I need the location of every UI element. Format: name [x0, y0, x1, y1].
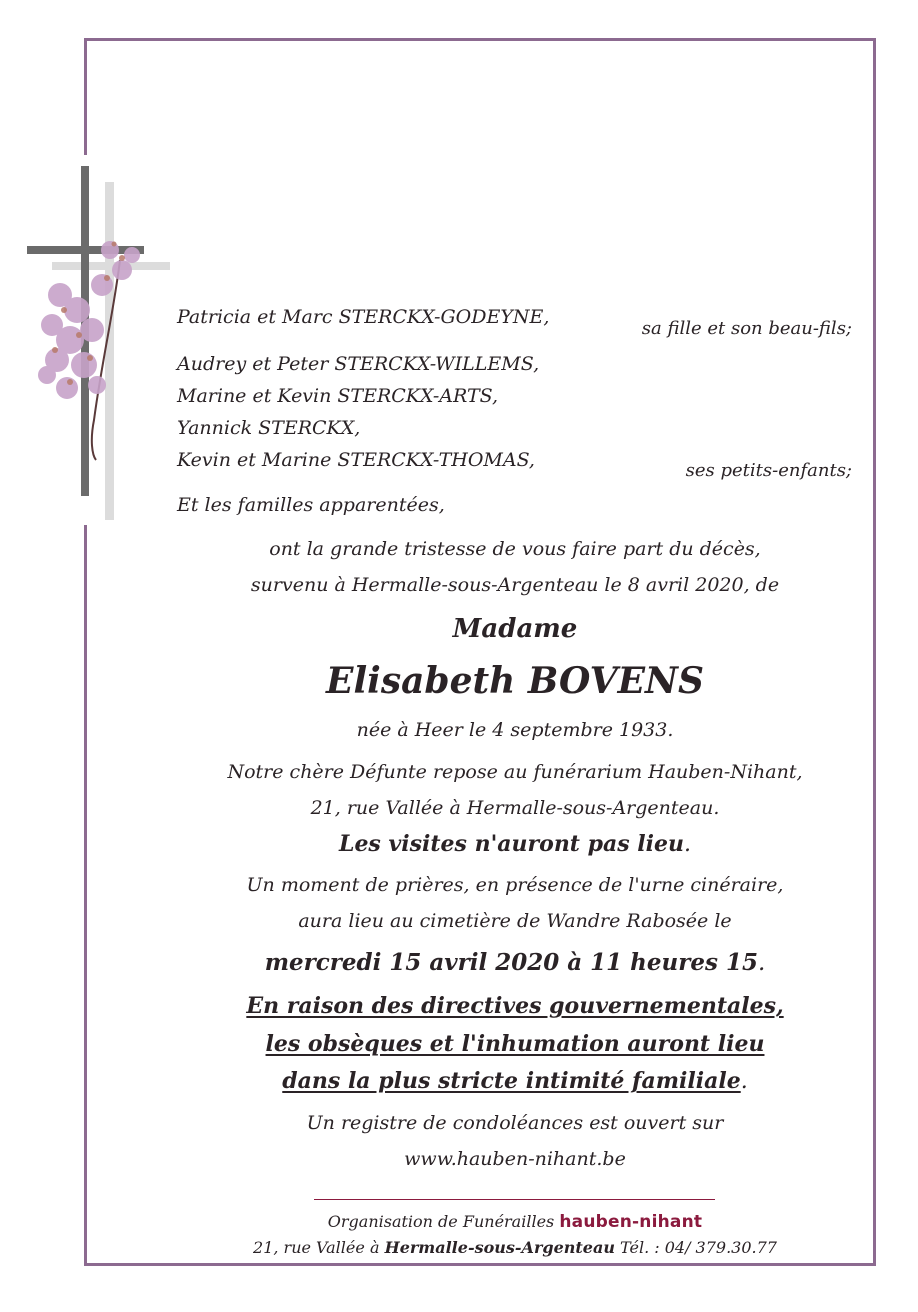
directive-line-1: En raison des directives gouvernementales, [246, 993, 784, 1019]
rest-line-2: 21, rue Vallée à Hermalle-sous-Argenteau. [310, 797, 720, 819]
child-names: Patricia et Marc STERCKX-GODEYNE, [177, 306, 550, 328]
birth-info: née à Heer le 4 septembre 1933. [356, 719, 674, 741]
register-url[interactable]: www.hauben-nihant.be [404, 1148, 626, 1170]
cross-with-flowers-icon [22, 160, 182, 530]
footer-divider [314, 1199, 715, 1200]
deceased-name: Elisabeth BOVENS [326, 660, 704, 702]
announcement-line-1: ont la grande tristesse de vous faire part du décès, [269, 538, 761, 560]
rest-line-1: Notre chère Défunte repose au funérarium Hauben-Nihant, [227, 761, 803, 783]
brand-logo: hauben-nihant [559, 1212, 703, 1232]
grandchild-item: Audrey et Peter STERCKX-WILLEMS, [177, 353, 540, 375]
directive-line-3: dans la plus stricte intimité familiale. [282, 1068, 748, 1094]
footer-organisation: Organisation de Funérailles hauben-nihant [327, 1212, 703, 1232]
ceremony-datetime: mercredi 15 avril 2020 à 11 heures 15. [264, 949, 766, 976]
prayer-line-1: Un moment de prières, en présence de l'urne cinéraire, [246, 874, 784, 896]
related-families: Et les familles apparentées, [177, 494, 445, 516]
grandchild-item: Yannick STERCKX, [177, 417, 361, 439]
footer-address: 21, rue Vallée à Hermalle-sous-Argenteau Tél. : 04/ 379.30.77 [253, 1238, 777, 1257]
announcement-line-2: survenu à Hermalle-sous-Argenteau le 8 avril 2020, de [250, 574, 780, 596]
grandchild-item: Marine et Kevin STERCKX-ARTS, [177, 385, 499, 407]
grandchild-item: Kevin et Marine STERCKX-THOMAS, [177, 449, 535, 471]
child-relation: sa fille et son beau-fils; [641, 318, 852, 339]
register-line: Un registre de condoléances est ouvert sur [306, 1112, 724, 1134]
deceased-title: Madame [452, 614, 578, 644]
visits-notice: Les visites n'auront pas lieu. [338, 831, 692, 857]
directive-line-2: les obsèques et l'inhumation auront lieu [265, 1031, 765, 1057]
grandchildren-relation: ses petits-enfants; [685, 460, 852, 481]
prayer-line-2: aura lieu au cimetière de Wandre Rabosée le [298, 910, 732, 932]
